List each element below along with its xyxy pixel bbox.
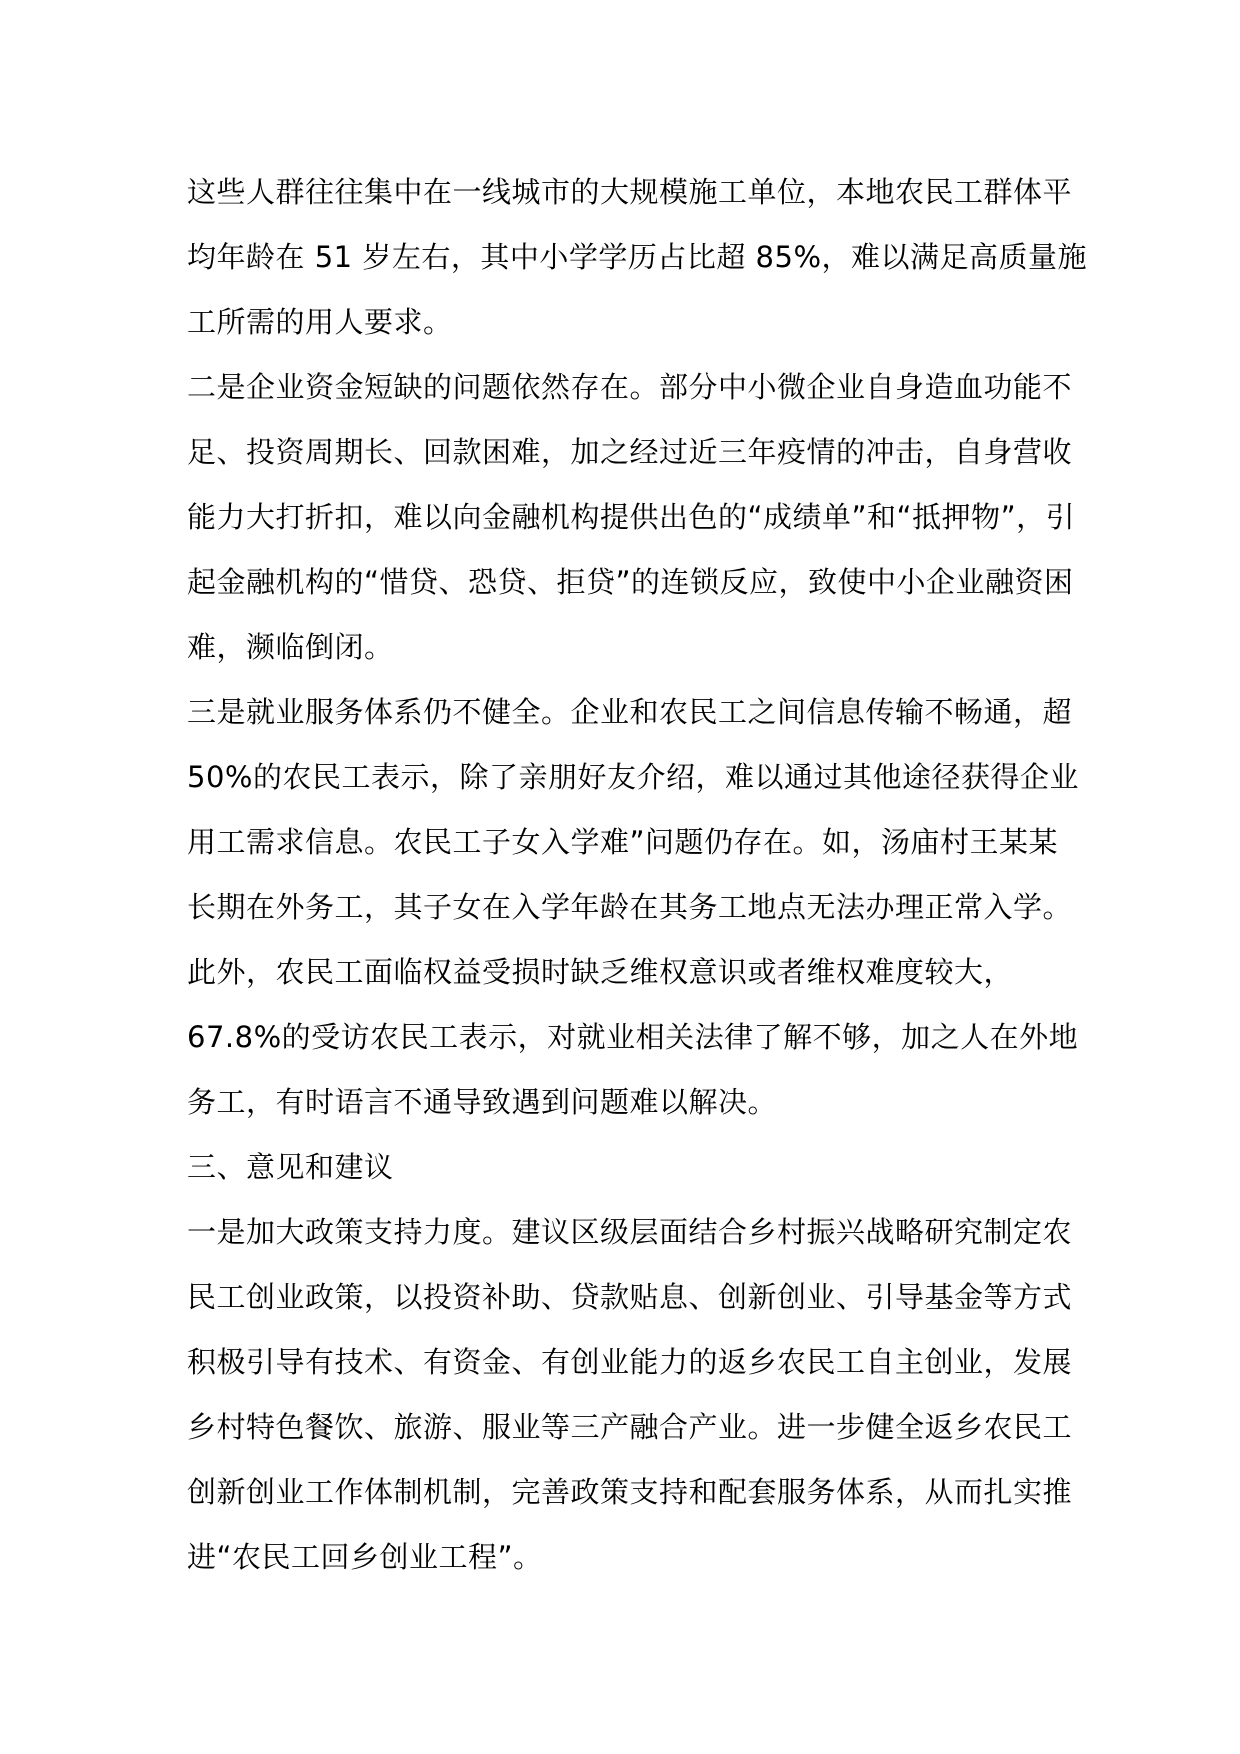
section-heading-suggestions: 三、意见和建议 [187, 1150, 394, 1184]
paragraph-labor-demographics: 这些人群往往集中在一线城市的大规模施工单位，本地农民工群体平均年龄在 51 岁左右，其中小学学历占比超 85%，难以满足高质量施工所需的用人要求。 [187, 175, 1088, 339]
paragraph-employment-services: 三是就业服务体系仍不健全。企业和农民工之间信息传输不畅通，超 50%的农民工表示，除了亲朋好友介绍，难以通过其他途径获得企业用工需求信息。农民工子女入学难”问题仍存在。如，汤庙村王某某长期在外务工，其子女在入学年龄在其务工地点无法办理正常入学。此外，农民工面临权益受损时缺乏维权意识或者维权难度较大，67.8%的受访农民工表示，对就业相关法律了解不够，加之人在外地务工，有时语言不通导致遇到问题难以解决。 [187, 695, 1079, 1119]
paragraph-policy-support: 一是加大政策支持力度。建议区级层面结合乡村振兴战略研究制定农民工创业政策，以投资补助、贷款贴息、创新创业、引导基金等方式积极引导有技术、有资金、有创业能力的返乡农民工自主创业，发展乡村特色餐饮、旅游、服业等三产融合产业。进一步健全返乡农民工创新创业工作体制机制，完善政策支持和配套服务体系，从而扎实推进“农民工回乡创业工程”。 [187, 1215, 1073, 1574]
document-body [187, 160, 1087, 1590]
paragraph-funding-shortage: 二是企业资金短缺的问题依然存在。部分中小微企业自身造血功能不足、投资周期长、回款困难，加之经过近三年疫情的冲击，自身营收能力大打折扣，难以向金融机构提供出色的“成绩单”和“抵押物”，引起金融机构的“惜贷、恐贷、拒贷”的连锁反应，致使中小企业融资困难，濒临倒闭。 [187, 370, 1076, 664]
